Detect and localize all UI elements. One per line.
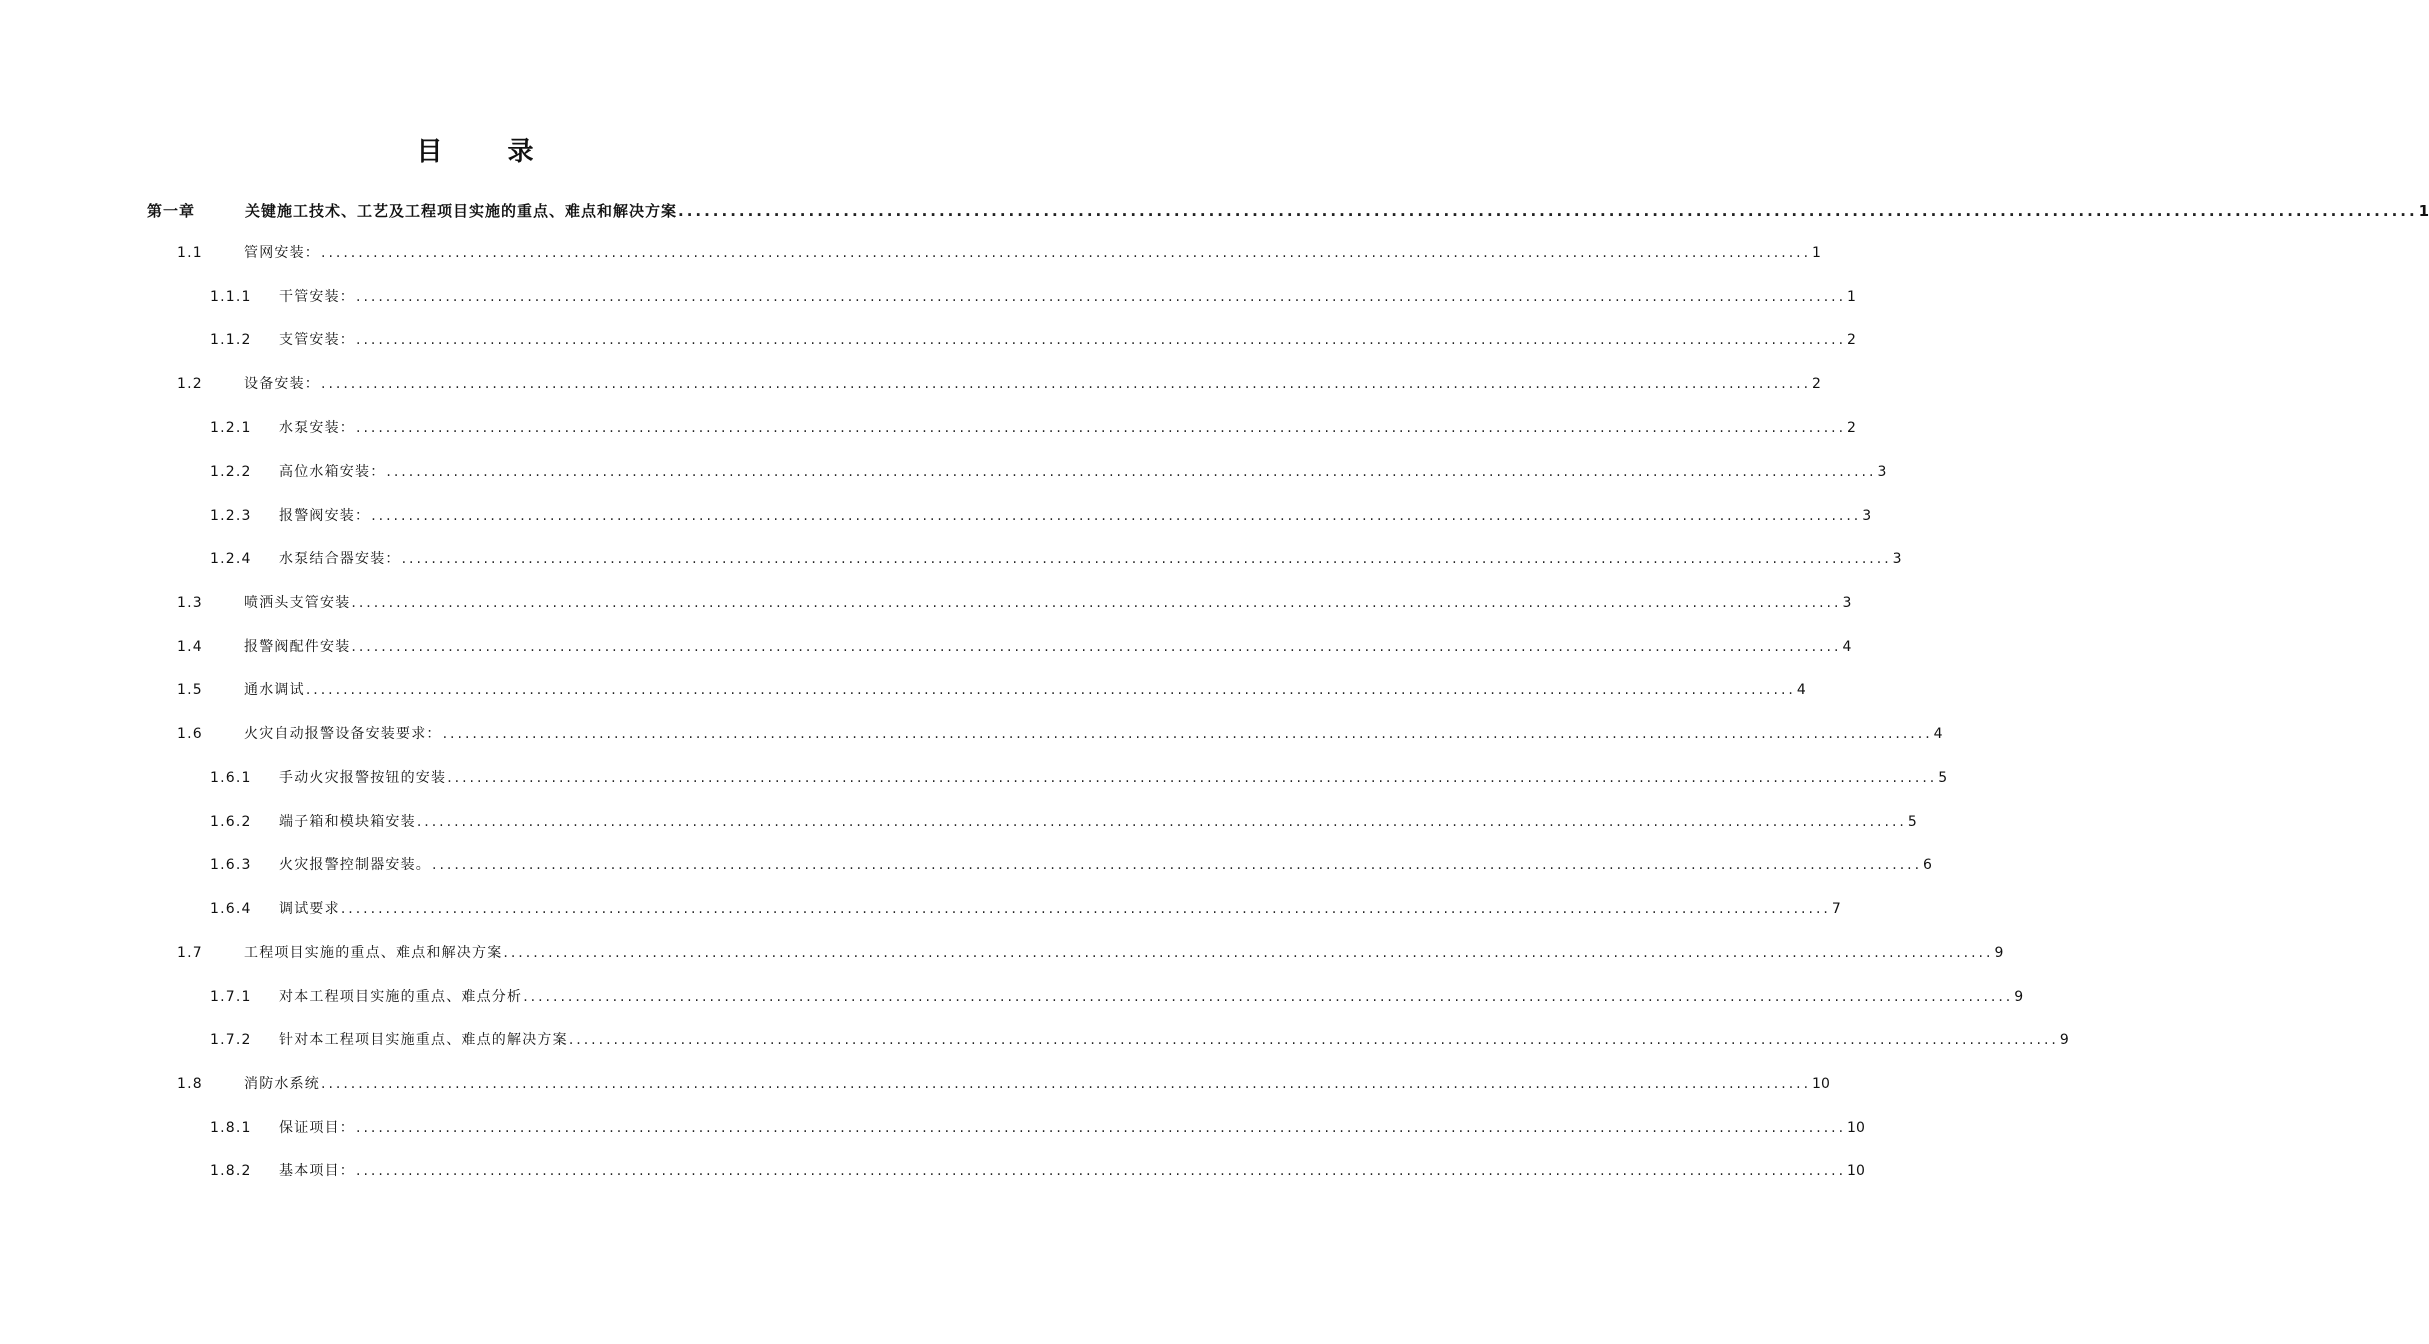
toc-entry-page: 10: [1847, 1120, 1865, 1136]
toc-entry-title: 基本项目：: [279, 1163, 355, 1179]
toc-entry-title: 支管安装：: [279, 332, 355, 348]
toc-entry-title: 报警阀配件安装: [244, 639, 351, 655]
toc-entry-page: 3: [1892, 551, 1902, 567]
toc-entry-title: 报警阀安装：: [279, 508, 371, 524]
toc-dot-leader: ........................................................................................................................................................................................................: [432, 857, 1923, 873]
toc-entry-page: 2: [1812, 376, 1821, 392]
toc-entry[interactable]: [210, 983, 2024, 1007]
toc-entry-number: 1.6: [177, 726, 203, 742]
toc-entry-number: 1.7.2: [210, 1032, 252, 1048]
toc-entry-page: 4: [1933, 726, 1943, 742]
toc-dot-leader: ........................................................................................................................................................................................................: [351, 639, 1842, 655]
toc-entry[interactable]: [177, 676, 1806, 700]
toc-entry[interactable]: [210, 414, 1856, 438]
toc-entry[interactable]: [210, 808, 1917, 832]
toc-entry-title: 火灾自动报警设备安装要求：: [244, 726, 442, 742]
toc-dot-leader: ........................................................................................................................................................................................................: [523, 989, 2014, 1005]
toc-entry-number: 1.7.1: [210, 989, 252, 1005]
toc-entry[interactable]: [210, 1114, 1865, 1138]
toc-entry[interactable]: [147, 197, 2429, 221]
toc-entry[interactable]: [210, 895, 1841, 919]
toc-entry-number: 1.6.4: [210, 901, 252, 917]
toc-entry[interactable]: [177, 633, 1852, 657]
toc-dot-leader: ........................................................................................................................................................................................................: [356, 289, 1847, 305]
toc-entry-number: 1.8.1: [210, 1120, 252, 1136]
toc-entry-page: 3: [1877, 464, 1887, 480]
toc-entry-number: 1.8: [177, 1076, 203, 1092]
toc-entry-title: 水泵结合器安装：: [279, 551, 401, 567]
toc-title: 目 录: [416, 137, 562, 167]
toc-entry[interactable]: [177, 939, 2004, 963]
toc-entry-page: 10: [1847, 1163, 1865, 1179]
toc-entry-number: 1.1: [177, 245, 203, 261]
toc-entry[interactable]: [177, 370, 1821, 394]
toc-dot-leader: ........................................................................................................................................................................................................: [386, 464, 1877, 480]
toc-entry-page: 4: [1842, 639, 1852, 655]
toc-entry-number: 1.3: [177, 595, 203, 611]
toc-entry-number: 1.8.2: [210, 1163, 252, 1179]
toc-entry-number: 1.6.2: [210, 814, 252, 830]
toc-entry-title: 关键施工技术、工艺及工程项目实施的重点、难点和解决方案: [245, 202, 678, 220]
toc-entry-title: 水泵安装：: [279, 420, 355, 436]
toc-dot-leader: ........................................................................................................................................................................................................: [503, 945, 1994, 961]
toc-entry-number: 1.6.3: [210, 857, 252, 873]
toc-entry-page: 2: [1847, 332, 1856, 348]
toc-entry-page: 1: [1847, 289, 1856, 305]
toc-dot-leader: ........................................................................................................................................................................................................: [321, 376, 1812, 392]
toc-dot-leader: ........................................................................................................................................................................................................: [678, 202, 2418, 220]
toc-entry-title: 消防水系统: [244, 1076, 320, 1092]
toc-dot-leader: ........................................................................................................................................................................................................: [351, 595, 1842, 611]
toc-dot-leader: ........................................................................................................................................................................................................: [340, 901, 1831, 917]
toc-entry-number: 1.4: [177, 639, 203, 655]
toc-entry[interactable]: [177, 239, 1821, 263]
toc-entry-number: 1.1.2: [210, 332, 252, 348]
toc-entry-number: 1.2.1: [210, 420, 252, 436]
toc-entry[interactable]: [210, 1157, 1865, 1181]
toc-entry-title: 通水调试: [244, 682, 305, 698]
toc-dot-leader: ........................................................................................................................................................................................................: [356, 1163, 1847, 1179]
toc-dot-leader: ........................................................................................................................................................................................................: [442, 726, 1933, 742]
toc-entry-page: 9: [2059, 1032, 2069, 1048]
toc-dot-leader: ........................................................................................................................................................................................................: [305, 682, 1796, 698]
toc-entry-title: 端子箱和模块箱安装: [279, 814, 416, 830]
toc-entry-title: 调试要求: [279, 901, 340, 917]
toc-entry-title: 高位水箱安装：: [279, 464, 386, 480]
toc-entry-page: 3: [1862, 508, 1872, 524]
toc-entry-page: 5: [1907, 814, 1917, 830]
toc-entry[interactable]: [210, 502, 1872, 526]
toc-entry[interactable]: [177, 589, 1852, 613]
toc-entry-number: 1.2.2: [210, 464, 252, 480]
toc-entry-page: 9: [1994, 945, 2004, 961]
toc-entry[interactable]: [210, 851, 1932, 875]
toc-entry-page: 10: [1812, 1076, 1830, 1092]
toc-entry-page: 1: [2418, 202, 2429, 220]
toc-dot-leader: ........................................................................................................................................................................................................: [447, 770, 1938, 786]
toc-entry-page: 7: [1831, 901, 1841, 917]
toc-entry-title: 保证项目：: [279, 1120, 355, 1136]
toc-entry-number: 1.5: [177, 682, 203, 698]
toc-entry-number: 1.1.1: [210, 289, 252, 305]
toc-entry-page: 4: [1796, 682, 1806, 698]
toc-entry-page: 2: [1847, 420, 1856, 436]
toc-dot-leader: ........................................................................................................................................................................................................: [416, 814, 1907, 830]
toc-entry-title: 手动火灾报警按钮的安装: [279, 770, 447, 786]
toc-dot-leader: ........................................................................................................................................................................................................: [568, 1032, 2059, 1048]
toc-entry-page: 5: [1938, 770, 1948, 786]
toc-entry-title: 工程项目实施的重点、难点和解决方案: [244, 945, 503, 961]
toc-entry[interactable]: [210, 545, 1902, 569]
toc-entry-title: 设备安装：: [244, 376, 320, 392]
toc-dot-leader: ........................................................................................................................................................................................................: [356, 1120, 1847, 1136]
toc-entry[interactable]: [210, 1026, 2069, 1050]
toc-entry[interactable]: [210, 458, 1887, 482]
toc-entry-page: 6: [1923, 857, 1932, 873]
toc-entry[interactable]: [210, 326, 1856, 350]
toc-entry-title: 干管安装：: [279, 289, 355, 305]
toc-entry-number: 1.2: [177, 376, 203, 392]
toc-entry-title: 管网安装：: [244, 245, 320, 261]
toc-entry[interactable]: [210, 283, 1856, 307]
toc-entry-title: 针对本工程项目实施重点、难点的解决方案: [279, 1032, 568, 1048]
toc-entry-title: 对本工程项目实施的重点、难点分析: [279, 989, 523, 1005]
toc-entry-page: 3: [1842, 595, 1852, 611]
toc-entry-number: 1.7: [177, 945, 203, 961]
toc-dot-leader: ........................................................................................................................................................................................................: [356, 332, 1847, 348]
toc-entry-page: 1: [1812, 245, 1821, 261]
toc-dot-leader: ........................................................................................................................................................................................................: [321, 1076, 1812, 1092]
toc-entry-number: 1.2.4: [210, 551, 252, 567]
toc-entry[interactable]: [177, 1070, 1830, 1094]
toc-entry-title: 火灾报警控制器安装。: [279, 857, 431, 873]
toc-dot-leader: ........................................................................................................................................................................................................: [371, 508, 1862, 524]
toc-dot-leader: ........................................................................................................................................................................................................: [321, 245, 1812, 261]
toc-dot-leader: ........................................................................................................................................................................................................: [401, 551, 1892, 567]
toc-entry-title: 喷洒头支管安装: [244, 595, 351, 611]
toc-entry-number: 第一章: [147, 202, 196, 220]
toc-dot-leader: ........................................................................................................................................................................................................: [356, 420, 1847, 436]
toc-entry[interactable]: [177, 720, 1943, 744]
toc-entry-number: 1.6.1: [210, 770, 252, 786]
toc-entry[interactable]: [210, 764, 1948, 788]
toc-entry-number: 1.2.3: [210, 508, 252, 524]
toc-entry-page: 9: [2014, 989, 2024, 1005]
